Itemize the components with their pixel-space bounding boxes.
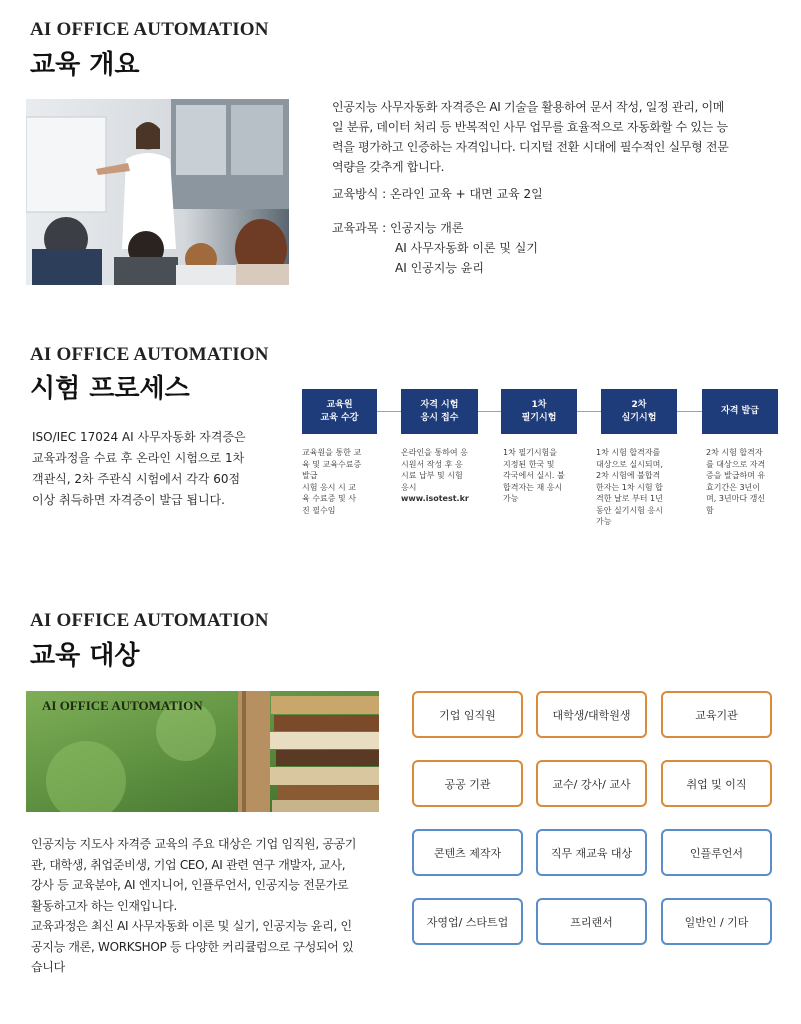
step-desc-line: 진 필수임: [302, 505, 336, 515]
step-desc-written-exam: [503, 447, 581, 505]
step-desc-line: 시원서 작성 후 응: [401, 459, 463, 469]
step-desc-line: www.isotest.kr: [401, 494, 469, 503]
step-label: 자격 시험: [420, 399, 459, 410]
target-influencers: 인플루언서: [661, 829, 772, 876]
section2-title: 시험 프로세스: [30, 374, 190, 404]
section1-eng-title: AI OFFICE AUTOMATION: [30, 19, 269, 40]
step-desc-line: 2차 시험에 불합격: [596, 471, 661, 480]
step-desc-line: 가능: [596, 517, 612, 526]
step-desc-line: 2차 시험 합격자: [706, 448, 763, 457]
section3-title: 교육 대상: [30, 641, 140, 671]
step-label: 응시 접수: [420, 412, 459, 423]
step-desc-line: 교육원을 통한 교: [302, 448, 362, 457]
step-desc-line: 지정된 한국 및: [503, 459, 555, 469]
step-desc-line: 함: [706, 505, 714, 515]
target-university-students: 대학생/대학원생: [536, 691, 647, 738]
target-freelancers: 프리랜서: [536, 898, 647, 945]
intro-line: 역량을 갖추게 합니다.: [332, 160, 445, 174]
desc-line: 교육과정은 최신 AI 사무자동화 이론 및 실기, 인공지능 윤리, 인: [31, 919, 352, 933]
step-desc-line: 가능: [503, 494, 519, 503]
section2-eng-title: AI OFFICE AUTOMATION: [30, 344, 269, 365]
section3-eng-title: AI OFFICE AUTOMATION: [30, 610, 269, 631]
step-desc-application: [401, 447, 487, 505]
step-desc-line: 대상으로 실시되며,: [596, 459, 663, 469]
step-desc-line: 각국에서 실시. 불: [503, 471, 565, 480]
step-desc-line: 1차 필기시험을: [503, 448, 558, 457]
step-desc-line: 온라인을 통하여 응: [401, 448, 468, 457]
books-banner-image: [26, 691, 379, 812]
step-desc-line: 1차 시험 합격자를: [596, 448, 661, 457]
target-job-seekers: 취업 및 이직: [661, 760, 772, 807]
step-label: 1차: [531, 399, 547, 410]
step-desc-line: 효기간은 3년이: [706, 482, 761, 492]
step-label: 자격 발급: [721, 406, 759, 416]
step-desc-practical-exam: [596, 447, 686, 528]
education-method: 교육방식 : 온라인 교육 + 대면 교육 2일: [332, 187, 543, 201]
intro-line: 인공지능 사무자동화 자격증은 AI 기술을 활용하여 문서 작성, 일정 관리, 이메: [332, 100, 725, 114]
subject-item: AI 사무자동화 이론 및 실기: [395, 241, 538, 255]
target-startups: 자영업/ 스타트업: [412, 898, 523, 945]
desc-line: ISO/IEC 17024 AI 사무자동화 자격증은: [32, 430, 246, 444]
desc-line: 관, 대학생, 취업준비생, 기업 CEO, AI 관련 연구 개발자, 교사,: [31, 857, 346, 872]
step-label: 2차: [631, 399, 647, 410]
step-label: 필기시험: [521, 412, 557, 423]
step-desc-education: [302, 447, 380, 516]
step-box-education: [302, 389, 377, 434]
desc-line: 강사 등 교육분야, AI 엔지니어, 인플루언서, 인공지능 전문가로: [31, 878, 349, 892]
step-box-practical-exam: [601, 389, 677, 434]
target-teachers: 교수/ 강사/ 교사: [536, 760, 647, 807]
step-desc-line: 시료 납부 및 시험: [401, 471, 463, 480]
step-desc-line: 격한 날로 부터 1년: [596, 494, 663, 503]
step-box-certificate: [702, 389, 778, 434]
step-desc-line: 발급: [302, 471, 318, 480]
step-label: 교육원: [326, 399, 353, 410]
banner-title: AI OFFICE AUTOMATION: [42, 698, 203, 713]
step-label: 실기시험: [621, 412, 657, 423]
step-desc-line: 육 수료증 및 사: [302, 494, 356, 503]
intro-line: 일 분류, 데이터 처리 등 반복적인 사무 업무를 효율적으로 자동화할 수 있는 능: [332, 120, 728, 134]
step-desc-line: 육 및 교육수료증: [302, 459, 362, 469]
classroom-photo: [26, 99, 289, 285]
desc-line: 활동하고자 하는 인재입니다.: [31, 898, 178, 913]
step-box-written-exam: [501, 389, 577, 434]
step-desc-certificate: [706, 447, 786, 516]
section1-title: 교육 개요: [30, 50, 140, 80]
target-content-creators: 콘텐츠 제작자: [412, 829, 523, 876]
target-public-institutions: 공공 기관: [412, 760, 523, 807]
step-desc-line: 며, 3년마다 갱신: [706, 494, 766, 503]
step-desc-line: 동안 실기시험 응시: [596, 505, 663, 515]
step-desc-line: 한자는 1차 시험 합: [596, 482, 663, 492]
section1-intro: [332, 97, 772, 177]
step-desc-line: 증을 발급하며 유: [706, 471, 766, 480]
step-desc-line: 응시: [401, 482, 417, 492]
step-box-application: [401, 389, 478, 434]
step-desc-line: 를 대상으로 자격: [706, 459, 766, 469]
target-educational-institutions: 교육기관: [661, 691, 772, 738]
education-subject: 교육과목 : 인공지능 개론: [332, 221, 464, 235]
step-desc-line: 시험 응시 시 교: [302, 482, 356, 492]
desc-line: 이상 취득하면 자격증이 발급 됩니다.: [32, 493, 225, 507]
target-employees: 기업 임직원: [412, 691, 523, 738]
desc-line: 공지능 개론, WORKSHOP 등 다양한 커리큘럼으로 구성되어 있: [31, 939, 354, 954]
desc-line: 인공지능 지도사 자격증 교육의 주요 대상은 기업 임직원, 공공기: [31, 837, 357, 851]
intro-line: 력을 평가하고 인증하는 자격입니다. 디지털 전환 시대에 필수적인 실무형 전문: [332, 140, 729, 154]
target-retraining: 직무 재교육 대상: [536, 829, 647, 876]
desc-line: 습니다: [31, 960, 65, 974]
step-desc-line: 합격자는 재 응시: [503, 482, 563, 492]
section2-description: [32, 427, 272, 511]
desc-line: 객관식, 2차 주관식 시험에서 각각 60점: [32, 472, 241, 486]
desc-line: 교육과정을 수료 후 온라인 시험으로 1차: [32, 451, 245, 465]
step-label: 교육 수강: [320, 412, 359, 423]
section3-description: [31, 834, 391, 978]
target-general-public: 일반인 / 기타: [661, 898, 772, 945]
subject-item: AI 인공지능 윤리: [395, 261, 484, 275]
